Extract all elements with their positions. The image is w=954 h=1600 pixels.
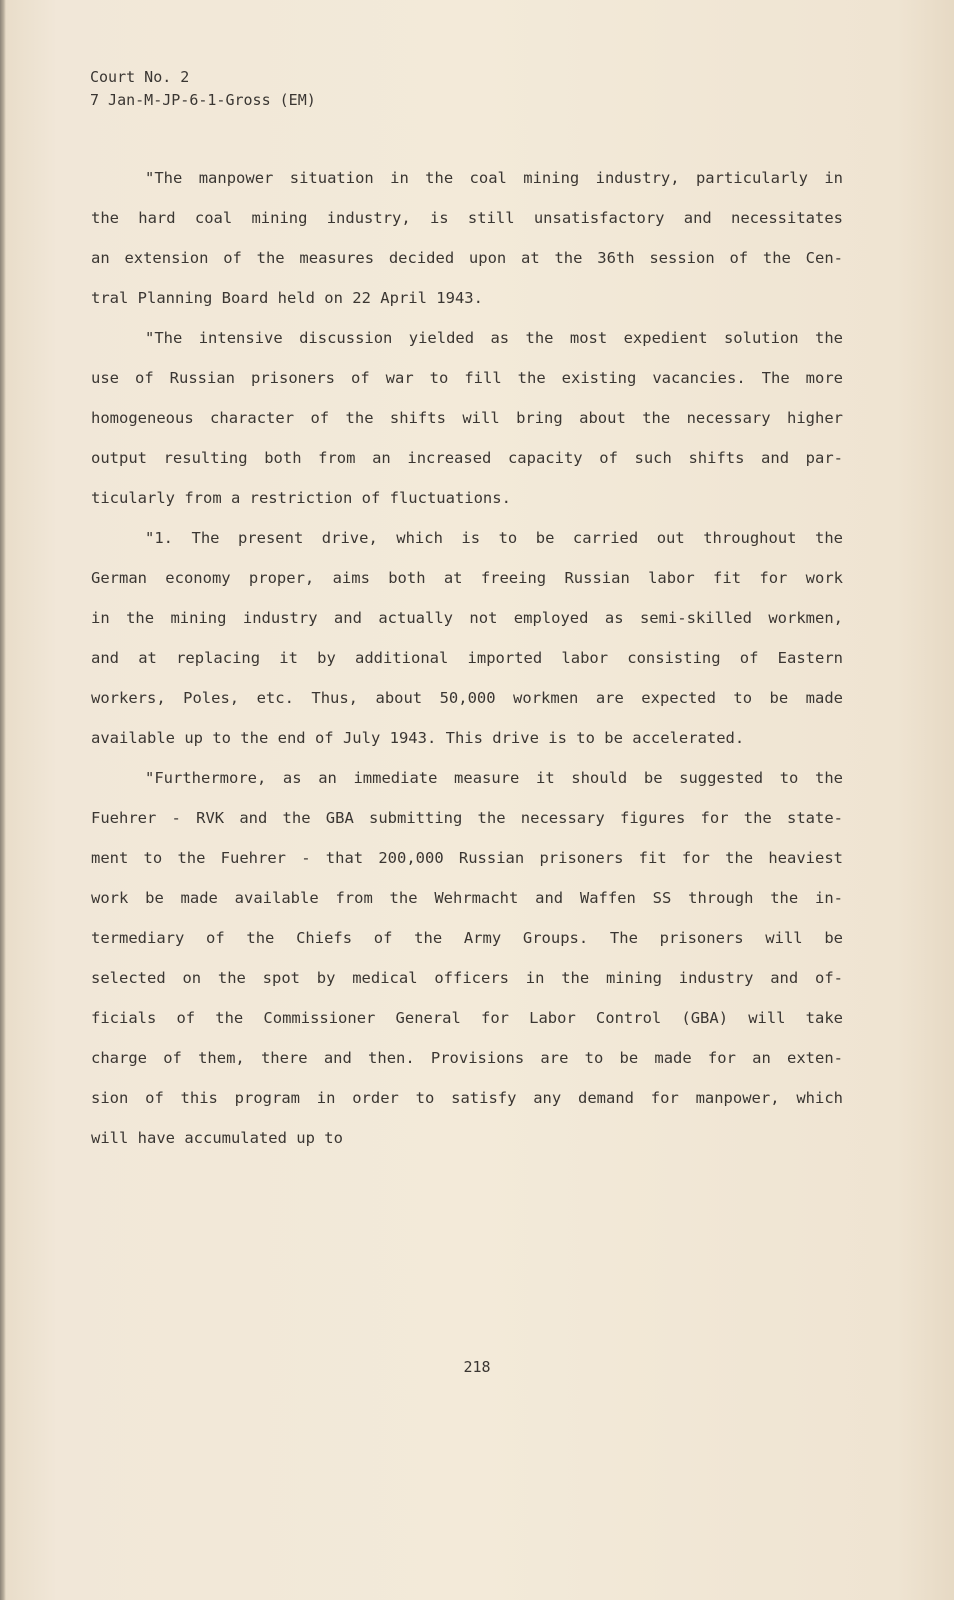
text-line: an extension of the measures decided upon at the 36th session of the Cen- [91,249,843,267]
paragraph-intensive-discussion [91,318,843,518]
text-line: "The intensive discussion yielded as the most expedient solution the [145,329,843,347]
text-line: will have accumulated up to [91,1129,343,1147]
text-line: in the mining industry and actually not employed as semi-skilled workmen, [91,609,843,627]
text-line: selected on the spot by medical officers in the mining industry and of- [91,969,843,987]
text-line: sion of this program in order to satisfy any demand for manpower, which [91,1089,843,1107]
text-line: homogeneous character of the shifts will bring about the necessary higher [91,409,843,427]
text-line: German economy proper, aims both at freeing Russian labor fit for work [91,569,843,587]
text-line: "1. The present drive, which is to be carried out throughout the [145,529,843,547]
text-line: available up to the end of July 1943. This drive is to be accelerated. [91,729,745,747]
paragraph-immediate-measure [91,758,843,1158]
case-reference: 7 Jan-M-JP-6-1-Gross (EM) [90,91,316,109]
text-line: ticularly from a restriction of fluctuations. [91,489,511,507]
text-line: ment to the Fuehrer - that 200,000 Russian prisoners fit for the heaviest [91,849,843,867]
text-line: "Furthermore, as an immediate measure it should be suggested to the [145,769,843,787]
document-header [90,66,316,112]
text-line: workers, Poles, etc. Thus, about 50,000 workmen are expected to be made [91,689,843,707]
paragraph-present-drive [91,518,843,758]
text-line: and at replacing it by additional imported labor consisting of Eastern [91,649,843,667]
text-line: work be made available from the Wehrmacht and Waffen SS through the in- [91,889,843,907]
text-line: termediary of the Chiefs of the Army Groups. The prisoners will be [91,929,843,947]
text-line: Fuehrer - RVK and the GBA submitting the necessary figures for the state- [91,809,843,827]
court-number: Court No. 2 [90,68,190,86]
text-line: ficials of the Commissioner General for Labor Control (GBA) will take [91,1009,843,1027]
text-line: charge of them, there and then. Provisions are to be made for an exten- [91,1049,843,1067]
text-line: the hard coal mining industry, is still unsatisfactory and necessitates [91,209,843,227]
text-line: "The manpower situation in the coal mining industry, particularly in [145,169,843,187]
text-line: use of Russian prisoners of war to fill the existing vacancies. The more [91,369,843,387]
text-line: output resulting both from an increased capacity of such shifts and par- [91,449,843,467]
paragraph-manpower-situation [91,158,843,318]
text-line: tral Planning Board held on 22 April 1943. [91,289,483,307]
page-number: 218 [463,1358,491,1376]
